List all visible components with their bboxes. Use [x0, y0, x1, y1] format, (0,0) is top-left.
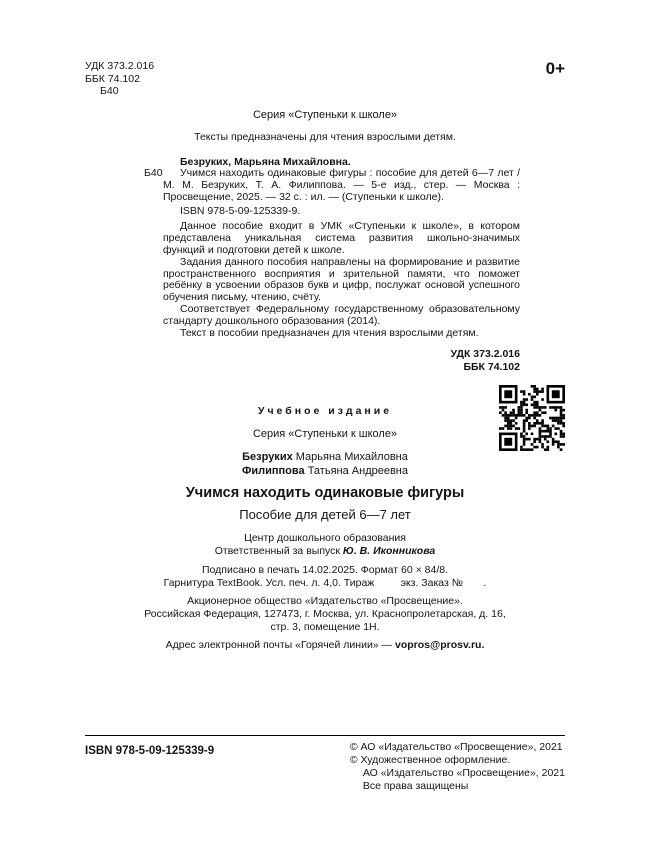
copyright-line: © Художественное оформление. — [349, 754, 511, 766]
annotation-paragraph: Текст в пособии предназначен для чтения взрослыми детям. — [180, 326, 479, 339]
print-line: Гарнитура TextBook. Усл. печ. л. 4,0. Тираж экз. Заказ № . — [163, 577, 487, 590]
catalog-entry — [144, 167, 520, 203]
isbn-footer: ISBN 978-5-09-125339-9 — [85, 745, 215, 757]
book-subtitle: Пособие для детей 6—7 лет — [239, 507, 411, 523]
classification-block — [85, 60, 154, 98]
catalog-description: Учимся находить одинаковые фигуры : пособие для детей 6—7 лет / М. М. Безруких, Т. А. Филиппова. — 5-е изд., стер. — Москва : Просвещение, 2025. — 32 с. : ил. — (Ступеньки к школе). — [163, 167, 520, 203]
reading-note: Тексты предназначены для чтения взрослыми детям. — [194, 130, 456, 143]
author-line — [85, 450, 565, 464]
edition-kind: Учебное издание — [257, 405, 393, 418]
annotation-paragraph: Соответствует Федеральному государственному образовательному стандарту дошкольного образования (2014). — [163, 303, 520, 327]
responsible-line — [85, 545, 565, 558]
copyright-line: © АО «Издательство «Просвещение», 2021 — [349, 741, 563, 753]
classification-right-block — [85, 348, 520, 373]
responsible-label: Ответственный за выпуск — [214, 545, 340, 558]
bbk-number: ББК 74.102 — [85, 72, 140, 85]
imprint-series: Серия «Ступеньки к школе» — [252, 428, 398, 441]
author-sign-code: Б40 — [100, 85, 119, 97]
author-line — [85, 464, 565, 478]
top-row — [85, 60, 565, 98]
publisher-line: стр. 3, помещение 1Н. — [270, 621, 380, 634]
print-line: Подписано в печать 14.02.2025. Формат 60 × 84/8. — [201, 564, 449, 577]
age-rating-mark: 0+ — [545, 59, 565, 78]
copyright-line: АО «Издательство «Просвещение», 2021 — [362, 767, 565, 779]
copyright-block — [350, 741, 565, 793]
publisher-address — [85, 595, 565, 634]
author-given-names: Марьяна Михайловна — [295, 451, 408, 464]
catalog-isbn: ISBN 978-5-09-125339-9. — [180, 204, 301, 217]
print-info — [85, 564, 565, 590]
imprint-authors — [85, 450, 565, 478]
book-title: Учимся находить одинаковые фигуры — [185, 485, 465, 502]
bbk-number-right: ББК 74.102 — [463, 360, 520, 373]
responsible-name: Ю. В. Иконникова — [342, 545, 436, 558]
udk-number: УДК 373.2.016 — [85, 60, 155, 72]
email-address: vopros@prosv.ru. — [394, 639, 485, 652]
footer — [85, 735, 565, 793]
qr-code — [499, 385, 565, 451]
imprint-block — [85, 405, 565, 652]
author-given-names: Татьяна Андреевна — [307, 465, 408, 478]
publisher-line: Российская Федерация, 127473, г. Москва, ул. Краснопролетарская, д. 16, — [144, 608, 506, 621]
author-surname: Филиппова — [241, 465, 305, 478]
author-surname: Безруких — [242, 451, 293, 464]
annotation-paragraph: Задания данного пособия направлены на формирование и развитие пространственного восприятия и зрительной памяти, что поможет ребёнку в усвоении образов букв и цифр, послужат основой успешного обучения письму, чтению, счёту. — [163, 255, 520, 304]
annotation-paragraph: Данное пособие входит в УМК «Ступеньки к школе», в котором представлена уникальная система развития школьно-значимых функций и подготовки детей к школе. — [163, 220, 520, 257]
catalog-author: Безруких, Марьяна Михайловна. — [180, 155, 351, 168]
footer-row — [85, 736, 565, 793]
publisher-department: Центр дошкольного образования — [244, 532, 406, 545]
email-label: Адрес электронной почты «Горячей линии» — — [165, 639, 393, 652]
catalog-card — [144, 155, 520, 340]
udk-number-right: УДК 373.2.016 — [450, 348, 520, 361]
hotline-email-line — [85, 639, 565, 652]
series-heading: Серия «Ступеньки к школе» — [252, 108, 398, 121]
copyright-line: Все права защищены — [362, 780, 469, 792]
publisher-line: Акционерное общество «Издательство «Просвещение». — [187, 595, 463, 608]
catalog-margin-code: Б40 — [144, 167, 163, 180]
